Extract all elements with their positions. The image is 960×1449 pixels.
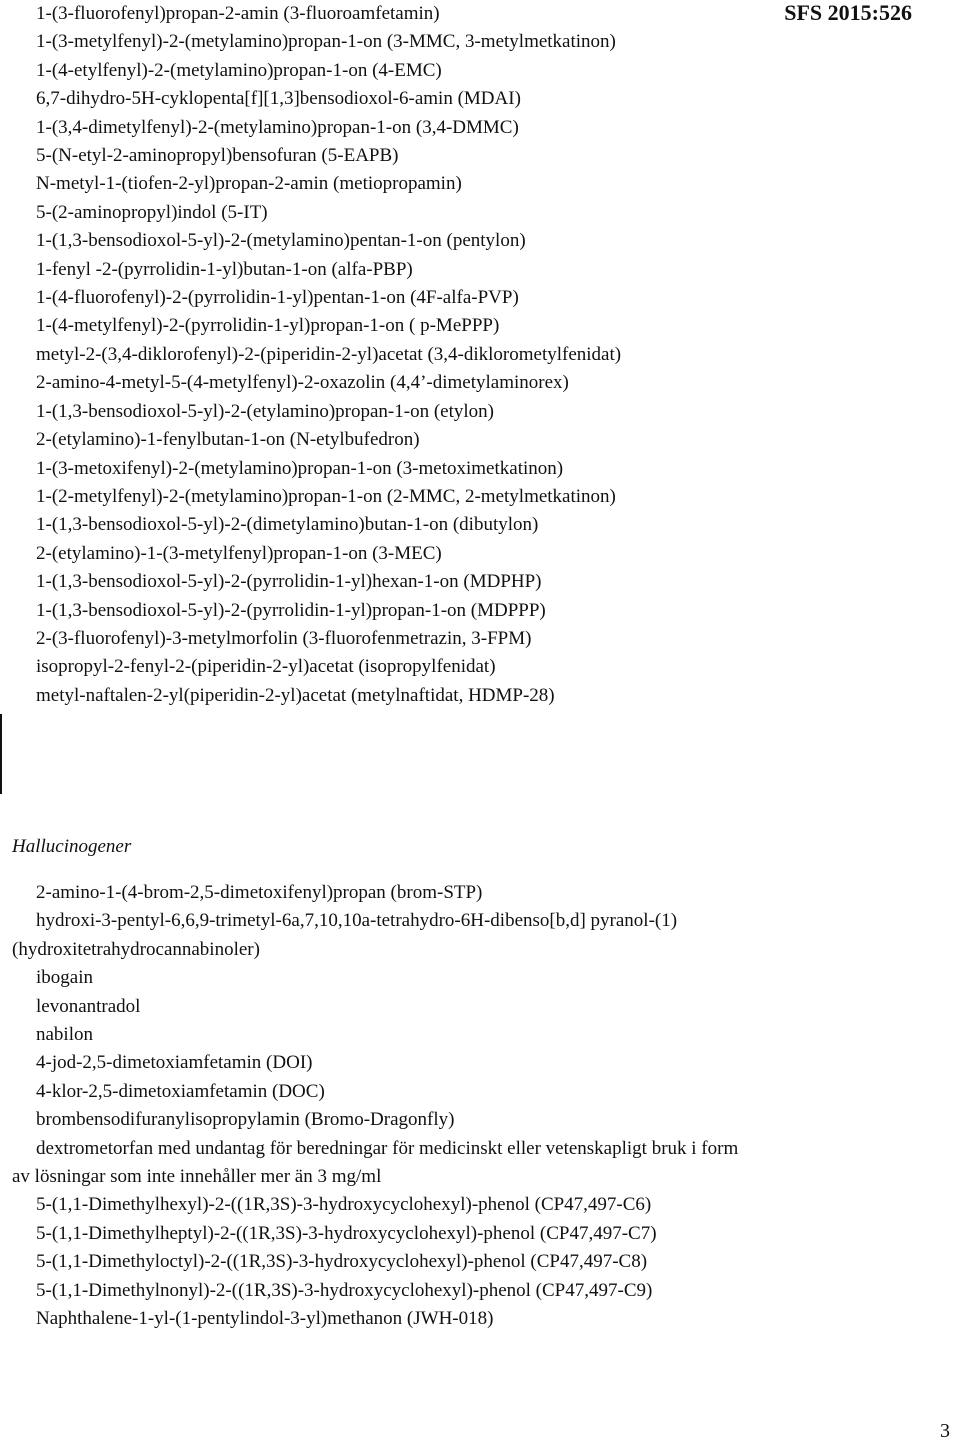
sfs-code: SFS 2015:526 <box>784 0 912 25</box>
list-item: 4-jod-2,5-dimetoxiamfetamin (DOI) <box>36 1052 313 1074</box>
list-item: 5-(2-aminopropyl)indol (5-IT) <box>36 201 268 223</box>
list-item: 1-(4-metylfenyl)-2-(pyrrolidin-1-yl)propan-1-on ( p-MePPP) <box>36 315 500 337</box>
list-item: 6,7-dihydro-5H-cyklopenta[f][1,3]bensodioxol-6-amin (MDAI) <box>36 88 521 110</box>
list-item: levonantradol <box>36 995 141 1017</box>
list-item: isopropyl-2-fenyl-2-(piperidin-2-yl)acetat (isopropylfenidat) <box>36 656 496 678</box>
list-item: metyl-naftalen-2-yl(piperidin-2-yl)acetat (metylnaftidat, HDMP-28) <box>36 684 555 706</box>
list-item: dextrometorfan med undantag för beredningar för medicinskt eller vetenskapligt bruk i form av lösningar som inte innehåller mer än 3 mg/ml <box>12 1137 739 1188</box>
list-item: 5-(1,1-Dimethyloctyl)-2-((1R,3S)-3-hydroxycyclohexyl)-phenol (CP47,497-C8) <box>36 1251 648 1273</box>
list-item: 4-klor-2,5-dimetoxiamfetamin (DOC) <box>36 1080 325 1102</box>
list-item: 5-(1,1-Dimethylnonyl)-2-((1R,3S)-3-hydroxycyclohexyl)-phenol (CP47,497-C9) <box>36 1279 653 1301</box>
change-bar <box>0 714 2 794</box>
list-item: brombensodifuranylisopropylamin (Bromo-Dragonfly) <box>36 1109 455 1131</box>
list-item: 2-amino-1-(4-brom-2,5-dimetoxifenyl)propan (brom-STP) <box>36 882 483 903</box>
list-item: 1-(1,3-bensodioxol-5-yl)-2-(etylamino)propan-1-on (etylon) <box>36 400 494 422</box>
list-item: 1-(1,3-bensodioxol-5-yl)-2-(pyrrolidin-1-yl)hexan-1-on (MDPHP) <box>36 571 542 593</box>
list-item: 2-(3-fluorofenyl)-3-metylmorfolin (3-fluorofenmetrazin, 3-FPM) <box>36 627 532 649</box>
list-item: 1-(1,3-bensodioxol-5-yl)-2-(metylamino)pentan-1-on (pentylon) <box>36 230 526 252</box>
list-item: 1-(3-metylfenyl)-2-(metylamino)propan-1-on (3-MMC, 3-metylmetkatinon) <box>36 31 616 53</box>
list-item: Naphthalene-1-yl-(1-pentylindol-3-yl)methanon (JWH-018) <box>36 1308 494 1330</box>
list-item: hydroxi-3-pentyl-6,6,9-trimetyl-6a,7,10,10a-tetrahydro-6H-dibenso[b,d] pyranol-(1) (hydroxitetrahydrocannabinoler) <box>12 910 678 960</box>
list-item: 2-amino-4-metyl-5-(4-metylfenyl)-2-oxazolin (4,4’-dimetylaminorex) <box>36 372 569 394</box>
list-item: 1-(3,4-dimetylfenyl)-2-(metylamino)propan-1-on (3,4-DMMC) <box>36 116 519 138</box>
list-item: 1-(4-fluorofenyl)-2-(pyrrolidin-1-yl)pentan-1-on (4F-alfa-PVP) <box>36 287 519 309</box>
substance-list-hallucinogens <box>12 879 750 1334</box>
list-item: 1-(3-fluorofenyl)propan-2-amin (3-fluoroamfetamin) <box>36 3 440 24</box>
list-item: nabilon <box>36 1024 93 1046</box>
list-item: 1-(2-metylfenyl)-2-(metylamino)propan-1-on (2-MMC, 2-metylmetkatinon) <box>36 485 616 507</box>
list-item: 5-(1,1-Dimethylhexyl)-2-((1R,3S)-3-hydroxycyclohexyl)-phenol (CP47,497-C6) <box>36 1194 652 1216</box>
list-item: 2-(etylamino)-1-(3-metylfenyl)propan-1-on (3-MEC) <box>36 542 442 564</box>
list-item: metyl-2-(3,4-diklorofenyl)-2-(piperidin-2-yl)acetat (3,4-diklorometylfenidat) <box>36 343 622 365</box>
list-item: N-metyl-1-(tiofen-2-yl)propan-2-amin (metiopropamin) <box>36 173 462 195</box>
list-item: 5-(1,1-Dimethylheptyl)-2-((1R,3S)-3-hydroxycyclohexyl)-phenol (CP47,497-C7) <box>36 1222 657 1244</box>
list-item: ibogain <box>36 967 93 989</box>
list-item: 1-(3-metoxifenyl)-2-(metylamino)propan-1-on (3-metoximetkatinon) <box>36 457 564 479</box>
section-heading-hallucinogens: Hallucinogener <box>12 836 132 857</box>
list-item: 1-(1,3-bensodioxol-5-yl)-2-(pyrrolidin-1-yl)propan-1-on (MDPPP) <box>36 599 546 621</box>
list-item: 5-(N-etyl-2-aminopropyl)bensofuran (5-EAPB) <box>36 145 399 167</box>
list-item: 1-(1,3-bensodioxol-5-yl)-2-(dimetylamino)butan-1-on (dibutylon) <box>36 514 539 536</box>
page-number: 3 <box>940 1420 950 1442</box>
list-item: 2-(etylamino)-1-fenylbutan-1-on (N-etylbufedron) <box>36 429 420 451</box>
list-item: 1-(4-etylfenyl)-2-(metylamino)propan-1-on (4-EMC) <box>36 59 442 81</box>
substance-list-stimulants <box>12 0 750 710</box>
list-item: 1-fenyl -2-(pyrrolidin-1-yl)butan-1-on (alfa-PBP) <box>36 258 413 280</box>
